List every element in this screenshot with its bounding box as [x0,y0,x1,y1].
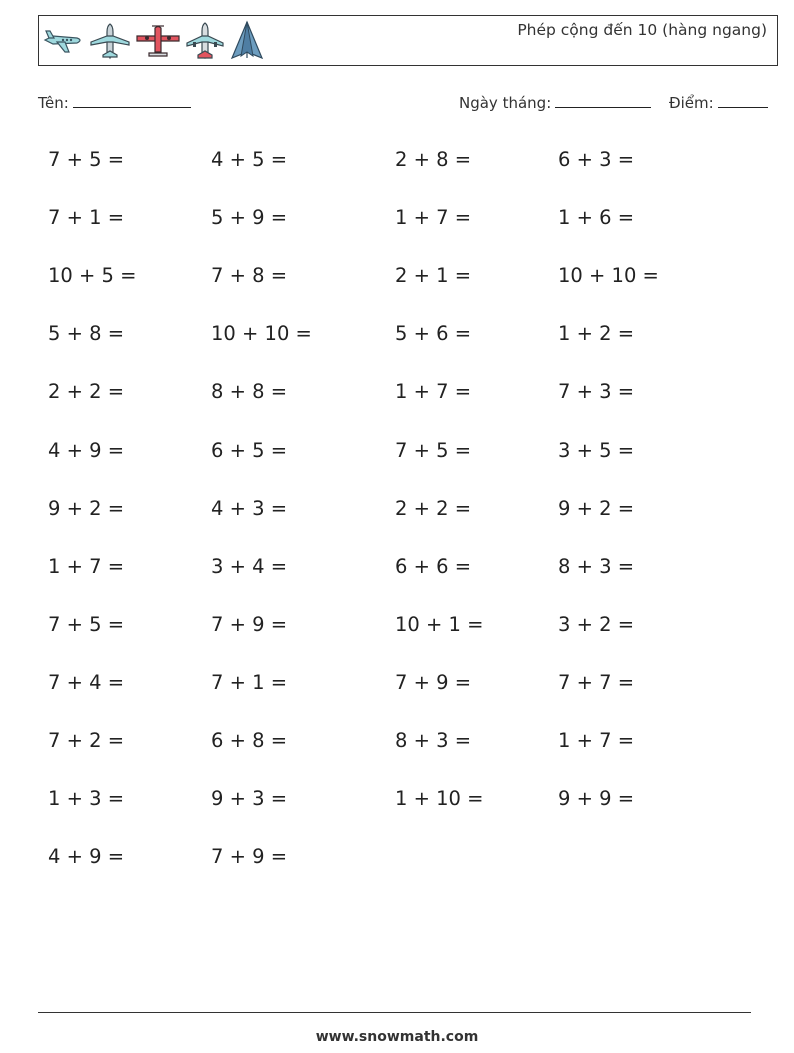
problem-item: 4 + 5 = [211,148,288,171]
problem-item: 1 + 7 = [395,380,472,403]
problem-item: 7 + 9 = [395,671,472,694]
problem-item: 4 + 9 = [48,439,125,462]
problem-item: 9 + 3 = [211,787,288,810]
problem-item: 5 + 6 = [395,322,472,345]
problem-item: 1 + 7 = [395,206,472,229]
problem-item: 9 + 2 = [48,497,125,520]
airplane-icon [185,21,225,61]
name-blank[interactable] [73,93,191,108]
problem-item: 10 + 5 = [48,264,137,287]
problem-item: 7 + 8 = [211,264,288,287]
problem-item: 2 + 8 = [395,148,472,171]
airplane-icon [89,22,131,60]
problem-item: 10 + 10 = [211,322,312,345]
problem-item: 3 + 5 = [558,439,635,462]
problem-item: 7 + 7 = [558,671,635,694]
problem-item: 7 + 5 = [48,613,125,636]
problem-item: 10 + 10 = [558,264,659,287]
problem-item: 1 + 3 = [48,787,125,810]
problem-item: 1 + 7 = [558,729,635,752]
problem-item: 3 + 2 = [558,613,635,636]
problem-item: 3 + 4 = [211,555,288,578]
header-box [38,15,778,66]
score-field [669,93,768,112]
problem-item: 6 + 3 = [558,148,635,171]
problem-item: 1 + 2 = [558,322,635,345]
problem-item: 6 + 5 = [211,439,288,462]
header-icons [43,20,265,62]
problem-item: 9 + 9 = [558,787,635,810]
problem-item: 5 + 8 = [48,322,125,345]
problem-item: 4 + 3 = [211,497,288,520]
problem-item: 1 + 7 = [48,555,125,578]
problem-item: 8 + 8 = [211,380,288,403]
problem-item: 7 + 3 = [558,380,635,403]
airplane-icon [135,22,181,60]
problem-item: 8 + 3 = [558,555,635,578]
name-field [38,93,191,112]
airplane-icon [43,26,85,56]
problem-item: 2 + 1 = [395,264,472,287]
problem-item: 7 + 9 = [211,845,288,868]
problem-item: 7 + 4 = [48,671,125,694]
problem-item: 5 + 9 = [211,206,288,229]
footer-divider [38,1012,751,1013]
problem-item: 1 + 10 = [395,787,484,810]
problem-item: 7 + 9 = [211,613,288,636]
problem-item: 6 + 8 = [211,729,288,752]
problem-item: 7 + 1 = [48,206,125,229]
problem-item: 2 + 2 = [395,497,472,520]
paper-plane-icon [229,20,265,62]
name-label: Tên: [38,94,69,112]
problem-item: 7 + 1 = [211,671,288,694]
score-blank[interactable] [718,93,768,108]
footer-website: www.snowmath.com [315,1029,479,1045]
problem-item: 4 + 9 = [48,845,125,868]
problem-item: 7 + 2 = [48,729,125,752]
score-label: Điểm: [669,94,714,112]
problem-item: 2 + 2 = [48,380,125,403]
date-label: Ngày tháng: [459,94,552,112]
problem-item: 6 + 6 = [395,555,472,578]
problem-item: 8 + 3 = [395,729,472,752]
date-field [459,93,651,112]
problem-item: 1 + 6 = [558,206,635,229]
problem-item: 10 + 1 = [395,613,484,636]
worksheet-title: Phép cộng đến 10 (hàng ngang) [517,21,767,39]
problem-item: 9 + 2 = [558,497,635,520]
problem-item: 7 + 5 = [395,439,472,462]
problem-item: 7 + 5 = [48,148,125,171]
date-blank[interactable] [555,93,651,108]
